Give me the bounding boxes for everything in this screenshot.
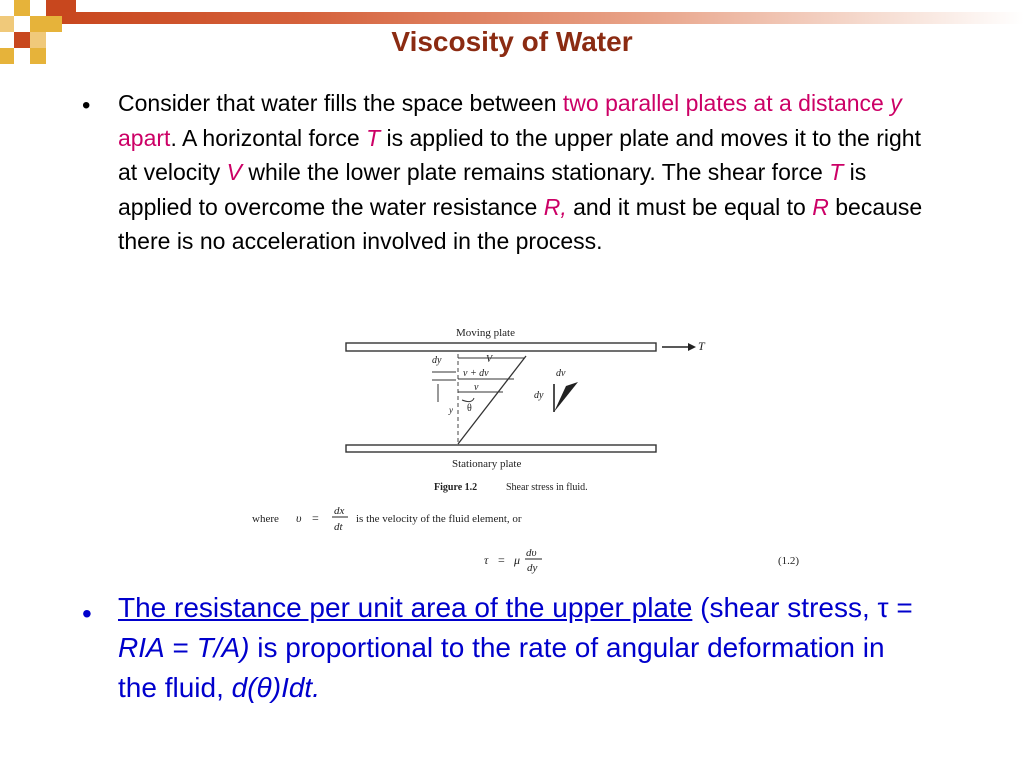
y-label: y: [449, 405, 453, 415]
p1-R2: R: [812, 193, 829, 220]
p1-text: Consider that water fills the space between: [118, 90, 563, 116]
dy-denominator: dy: [527, 562, 538, 574]
p1-text: and it must be equal to: [566, 193, 813, 220]
p1-text: because there is no acceleration involved in the process.: [118, 193, 923, 254]
paragraph-1: [118, 86, 938, 259]
theta-arc: [462, 398, 474, 402]
p1-apart: apart: [118, 124, 171, 151]
p1-text: . A horizontal force: [170, 124, 367, 151]
p2-tau: τ: [877, 592, 889, 623]
dv-label: dv: [556, 368, 566, 379]
theta-label: θ: [467, 403, 472, 414]
velocity-definition: is the velocity of the fluid element, or: [356, 513, 522, 525]
figure-number: Figure 1.2: [434, 482, 478, 493]
moving-plate: [346, 343, 656, 351]
dx-numerator: dx: [334, 505, 345, 517]
bullet-marker: •: [82, 92, 91, 119]
force-arrowhead: [688, 343, 696, 351]
p1-R: R,: [543, 193, 567, 220]
dt-denominator: dt: [334, 521, 343, 533]
slide-title: Viscosity of Water: [391, 26, 633, 57]
v-label: v: [474, 382, 479, 393]
p1-V: V: [226, 159, 242, 185]
p2-text: (shear stress,: [692, 592, 878, 623]
p2-d: d(: [231, 672, 257, 703]
header-bar: [62, 12, 1024, 24]
stationary-plate-label: Stationary plate: [452, 458, 522, 470]
p1-text: is applied to overcome the water resistance: [118, 159, 867, 220]
force-label: T: [698, 339, 705, 353]
p2-text: =: [888, 592, 913, 623]
paragraph-2: [118, 588, 918, 708]
mu-symbol: μ: [514, 553, 521, 567]
moving-plate-label: Moving plate: [456, 327, 515, 339]
dv-numerator: dυ: [526, 547, 537, 559]
V-label: V: [486, 354, 493, 365]
p2-theta: θ: [256, 672, 272, 703]
dy-right-label: dy: [534, 390, 544, 401]
p2-text: is proportional to the rate of angular deformation in the fluid,: [118, 632, 885, 703]
equals-sign-2: =: [498, 553, 505, 567]
p1-text: is applied to the upper plate and moves it to the right at velocity: [118, 124, 921, 185]
v-dv-label: v + dv: [463, 368, 489, 379]
p2-dt: )Idt.: [271, 672, 320, 703]
stationary-plate: [346, 445, 656, 452]
tau-lhs: τ: [484, 553, 489, 567]
p1-T2: T: [829, 159, 844, 185]
bullet-marker: •: [82, 598, 92, 629]
p2-text: =: [164, 632, 197, 663]
dy-label: dy: [432, 355, 442, 366]
shear-stress-figure: [248, 320, 828, 580]
equation-number: (1.2): [778, 555, 800, 567]
figure-caption: Shear stress in fluid.: [506, 482, 588, 493]
upsilon-symbol: υ: [296, 511, 302, 525]
p1-y: y: [890, 90, 902, 116]
p1-T: T: [366, 124, 381, 151]
p1-text: while the lower plate remains stationary. The shear force: [242, 159, 830, 185]
p2-ria: RIA: [118, 632, 165, 663]
equals-sign: =: [312, 511, 319, 525]
p1-highlight: two parallel plates at a distance: [562, 90, 891, 116]
p2-ta: T/A): [196, 632, 250, 663]
dv-vector: [554, 382, 578, 412]
where-word: where: [252, 513, 279, 525]
p2-underlined: The resistance per unit area of the upper plate: [118, 592, 693, 623]
